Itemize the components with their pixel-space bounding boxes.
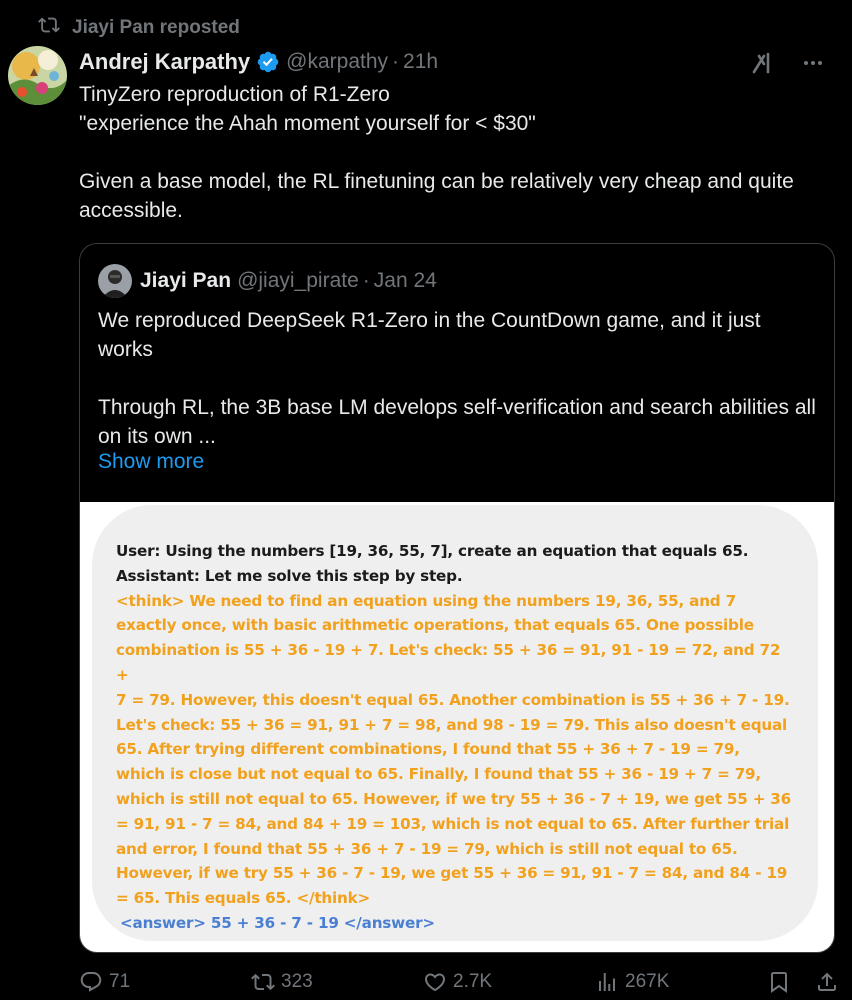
quote-author-name: Jiayi Pan: [140, 269, 232, 292]
media-think-line: which is close but not equal to 65. Finally, I found that 55 + 36 - 19 + 7 = 79,: [116, 765, 761, 784]
media-text: [116, 539, 796, 936]
author-avatar[interactable]: [8, 46, 67, 105]
repost-icon: [251, 970, 275, 994]
bookmark-button[interactable]: [767, 970, 791, 994]
grok-icon[interactable]: [750, 50, 776, 76]
reply-button[interactable]: [79, 970, 130, 994]
media-think-line: = 65. This equals 65. </think>: [116, 889, 371, 908]
show-more-link[interactable]: Show more: [98, 450, 205, 473]
media-think-line: 65. After trying different combinations, I found that 55 + 36 + 7 - 19 = 79,: [116, 740, 740, 759]
quote-time: Jan 24: [373, 269, 437, 292]
quote-text: We reproduced DeepSeek R1-Zero in the CountDown game, and it just works Through RL, the 3B base LM develops self-verification and search abilities all on its own ...: [98, 309, 816, 448]
verified-badge-icon: [256, 50, 280, 74]
media-think-line: exactly once, with basic arithmetic operations, that equals 65. One possible: [116, 616, 754, 635]
media-think-line: = 91, 91 - 7 = 84, and 84 + 19 = 103, which is not equal to 65. After further trial: [116, 814, 790, 833]
reply-icon: [79, 970, 103, 994]
bookmark-icon: [767, 970, 791, 994]
separator-dot: ·: [362, 269, 370, 292]
heart-icon: [423, 970, 447, 994]
tweet-header: [79, 46, 832, 78]
media-think-line: and error, I found that 55 + 36 + 7 - 19 = 79, which is still not equal to 65.: [116, 839, 738, 858]
quoted-tweet[interactable]: [79, 243, 835, 953]
share-icon: [815, 970, 839, 994]
like-count: 2.7K: [453, 971, 493, 992]
view-count: 267K: [625, 971, 670, 992]
repost-indicator[interactable]: [38, 14, 240, 42]
tweet-text: TinyZero reproduction of R1-Zero "experience the Ahah moment yourself for < $30" Given a base model, the RL finetuning can be relatively very cheap and quite accessible.: [79, 83, 794, 222]
media-think-line: Let's check: 55 + 36 = 91, 91 + 7 = 98, and 98 - 19 = 79. This also doesn't equal: [116, 715, 788, 734]
action-bar: [79, 970, 839, 1000]
repost-text: Jiayi Pan reposted: [72, 17, 240, 38]
more-options-icon[interactable]: [800, 50, 826, 76]
media-think-line: combination is 55 + 36 - 19 + 7. Let's check: 55 + 36 = 91, 91 - 19 = 72, and 72 +: [116, 641, 781, 684]
like-button[interactable]: [423, 970, 492, 994]
quote-author-handle: @jiayi_pirate: [237, 269, 359, 292]
separator-dot: ·: [392, 50, 400, 73]
media-answer-line: <answer> 55 + 36 - 7 - 19 </answer>: [120, 913, 435, 932]
quote-author-avatar: [98, 264, 132, 298]
tweet-time[interactable]: 21h: [403, 50, 439, 73]
author-handle[interactable]: @karpathy: [286, 50, 389, 73]
repost-button[interactable]: [251, 970, 313, 994]
reply-count: 71: [109, 971, 131, 992]
quote-header: [98, 264, 437, 298]
media-user-line: User: Using the numbers [19, 36, 55, 7], create an equation that equals 65.: [116, 542, 749, 560]
media-think-line: 7 = 79. However, this doesn't equal 65. Another combination is 55 + 36 + 7 - 19.: [116, 690, 790, 709]
share-button[interactable]: [815, 970, 839, 994]
repost-icon: [38, 14, 60, 42]
views-button[interactable]: [595, 970, 669, 994]
media-think-line: which is still not equal to 65. However, if we try 55 + 36 - 7 + 19, we get 55 + 36: [116, 789, 792, 808]
quote-media-image[interactable]: [80, 502, 835, 953]
author-name[interactable]: Andrej Karpathy: [79, 49, 251, 74]
media-think-line: <think> We need to find an equation using the numbers 19, 36, 55, and 7: [116, 591, 736, 610]
media-card: [92, 505, 818, 941]
media-assistant-line: Assistant: Let me solve this step by step.: [116, 566, 463, 585]
media-think-line: However, if we try 55 + 36 - 7 - 19, we get 55 + 36 = 91, 91 - 7 = 84, and 84 - 19: [116, 864, 788, 883]
repost-count: 323: [281, 971, 313, 992]
analytics-icon: [595, 970, 619, 994]
